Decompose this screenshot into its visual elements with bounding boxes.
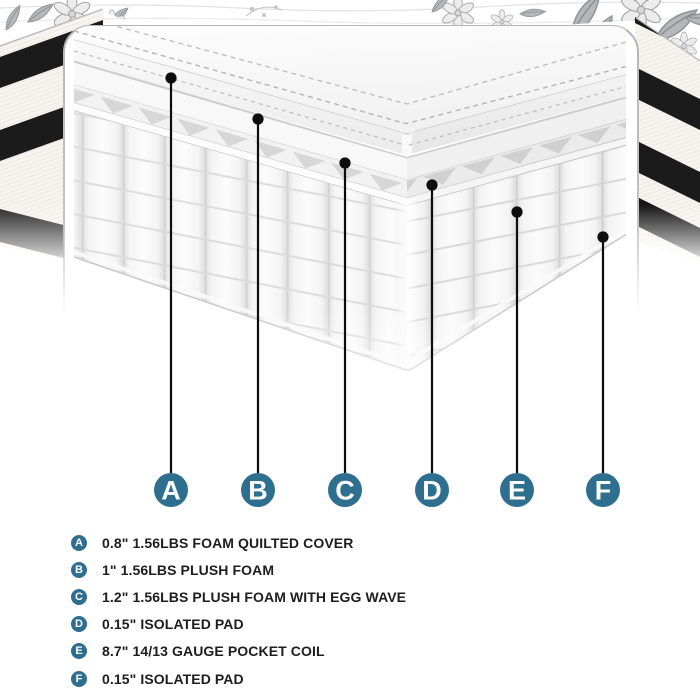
legend-item-c (71, 583, 700, 610)
callout-dot-f (597, 231, 608, 242)
callout-badge-b-label: B (248, 475, 268, 506)
callout-dot-c (339, 157, 350, 168)
legend-badge-f: F (71, 671, 87, 687)
callout-dot-a (165, 72, 176, 83)
legend-badge-c: C (71, 589, 87, 605)
callout-dot-b (252, 113, 263, 124)
callout-badge-c-label: C (335, 475, 355, 506)
legend-item-a (71, 529, 700, 556)
legend-item-f (71, 665, 700, 692)
cutaway-layers (64, 15, 638, 380)
bottom-fade (64, 306, 638, 380)
layer-legend (0, 529, 700, 692)
legend-item-b (71, 556, 700, 583)
legend-label-a: 0.8" 1.56LBS FOAM QUILTED COVER (102, 534, 354, 551)
callout-badge-d-label: D (422, 475, 442, 506)
legend-label-f: 0.15" ISOLATED PAD (102, 670, 244, 687)
callout-dot-e (511, 206, 522, 217)
legend-label-d: 0.15" ISOLATED PAD (102, 616, 244, 633)
legend-label-c: 1.2" 1.56LBS PLUSH FOAM WITH EGG WAVE (102, 588, 407, 605)
callout-badge-f-label: F (594, 475, 612, 506)
legend-label-e: 8.7" 14/13 GAUGE POCKET COIL (102, 643, 325, 660)
legend-item-d (71, 611, 700, 638)
legend-badge-d: D (71, 616, 87, 632)
callout-badge-a-label: A (161, 475, 181, 506)
callout-badge-e-label: E (507, 475, 527, 506)
legend-badge-a: A (71, 535, 87, 551)
legend-badge-e: E (71, 643, 87, 659)
legend-label-b: 1" 1.56LBS PLUSH FOAM (102, 561, 275, 578)
legend-item-e (71, 638, 700, 665)
legend-badge-b: B (71, 562, 87, 578)
callout-badges (154, 473, 620, 507)
callout-dot-d (426, 179, 437, 190)
